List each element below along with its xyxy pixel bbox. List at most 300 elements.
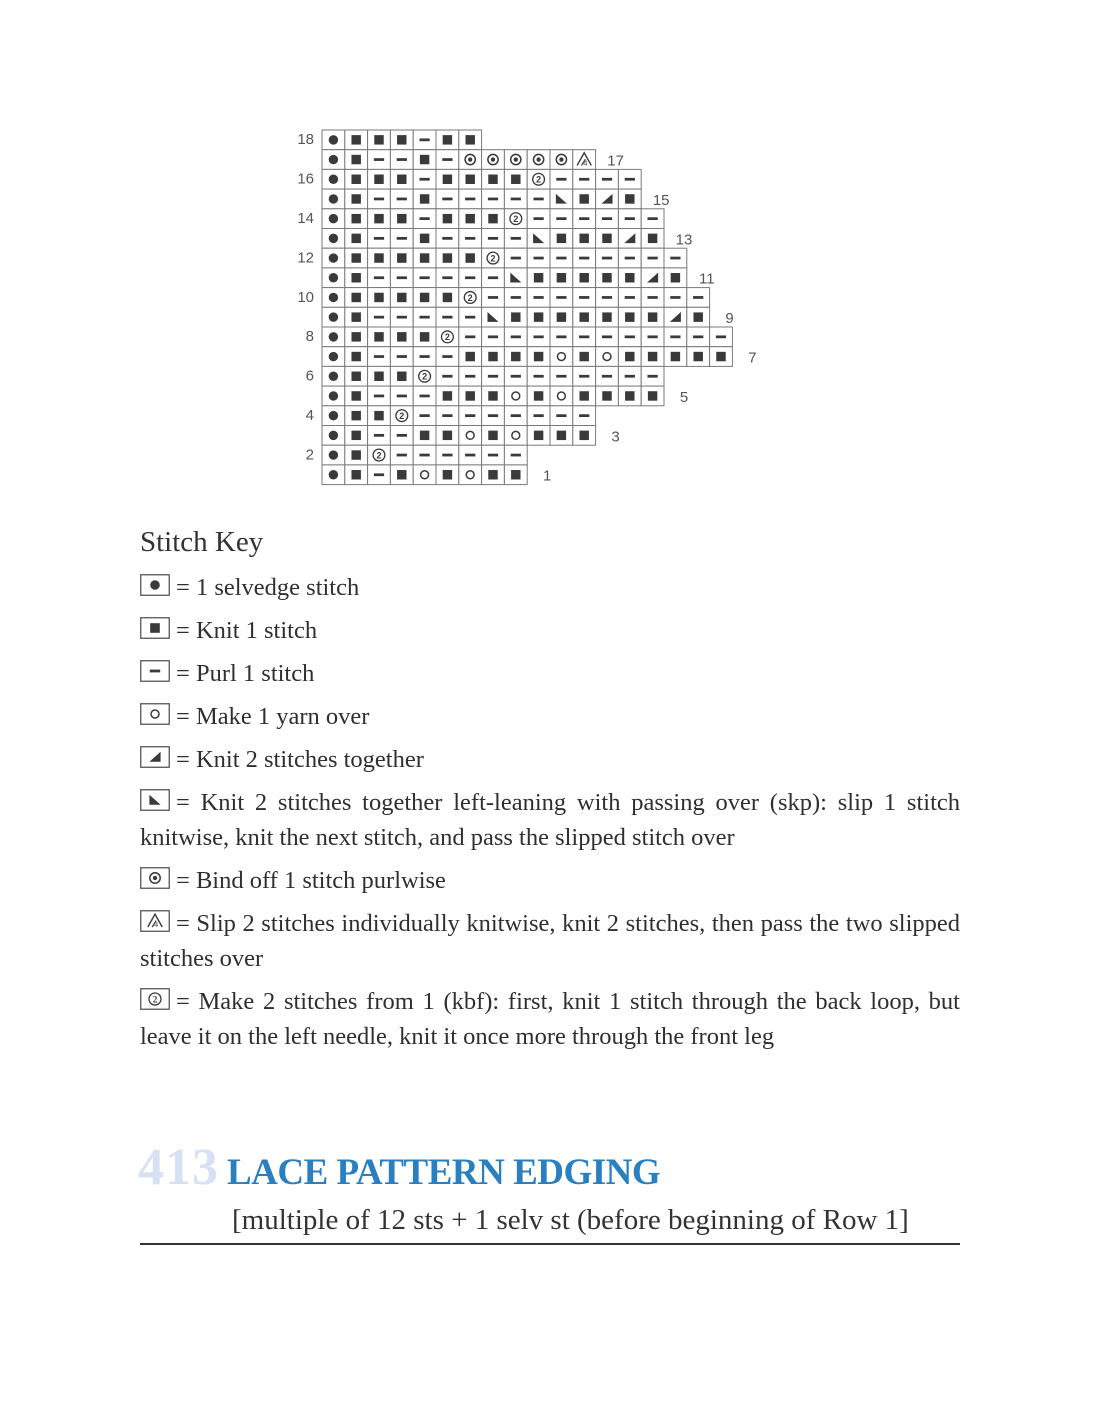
knit-stitch-icon [436,386,459,406]
purl-stitch-icon [482,366,505,386]
chart-row-9 [322,307,710,327]
knit-stitch-icon [550,426,573,446]
knit-stitch-icon [573,189,596,209]
yarn-over-icon [550,347,573,367]
knit-stitch-icon [140,617,170,639]
purl-stitch-icon [527,189,550,209]
knit-stitch-icon [482,347,505,367]
chart-row-2 [322,445,527,465]
purl-stitch-icon [596,327,619,347]
selvedge-stitch-icon [322,445,345,465]
yarn-over-icon [413,465,436,485]
knit-2-together-icon [664,307,687,327]
knit-stitch-icon [710,347,733,367]
knit-stitch-icon [436,169,459,189]
stitch-key-item [140,613,960,648]
make-2-from-1-icon [482,248,505,268]
knit-stitch-icon [368,169,391,189]
purl-stitch-icon [550,366,573,386]
purl-stitch-icon [527,327,550,347]
purl-stitch-icon [641,327,664,347]
purl-stitch-icon [527,209,550,229]
bind-off-purlwise-icon [504,150,527,170]
stitch-key-item [140,785,960,855]
knit-stitch-icon [368,248,391,268]
svg-text:2: 2 [490,253,496,264]
knit-stitch-icon [390,327,413,347]
knit-2-together-icon [140,746,170,768]
purl-stitch-icon [618,366,641,386]
stitch-key-text: = Bind off 1 stitch purlwise [176,867,446,894]
knit-stitch-icon [482,209,505,229]
knit-stitch-icon [345,169,368,189]
purl-stitch-icon [368,307,391,327]
selvedge-stitch-icon [322,229,345,249]
knit-stitch-icon [527,268,550,288]
knit-stitch-icon [436,130,459,150]
purl-stitch-icon [482,189,505,209]
purl-stitch-icon [527,366,550,386]
purl-stitch-icon [550,248,573,268]
knit-stitch-icon [527,426,550,446]
purl-stitch-icon [459,229,482,249]
purl-stitch-icon [504,189,527,209]
purl-stitch-icon [618,169,641,189]
yarn-over-icon [459,426,482,446]
chart-row-1 [322,465,527,485]
knit-stitch-icon [390,465,413,485]
knit-stitch-icon [618,307,641,327]
stitch-key-item [140,863,960,898]
chart-row-6 [322,366,664,386]
knit-stitch-icon [413,248,436,268]
selvedge-stitch-icon [322,307,345,327]
selvedge-stitch-icon [322,248,345,268]
svg-text:2: 2 [444,332,450,343]
knit-stitch-icon [527,347,550,367]
knit-stitch-icon [345,229,368,249]
knit-stitch-icon [573,268,596,288]
yarn-over-icon [550,386,573,406]
selvedge-stitch-icon [322,150,345,170]
chart-row-4 [322,406,596,426]
selvedge-stitch-icon [322,189,345,209]
purl-stitch-icon [550,288,573,308]
purl-stitch-icon [436,406,459,426]
purl-stitch-icon [368,426,391,446]
skp-icon [140,789,170,811]
chart-row-12 [322,248,687,268]
section-number: 413 [138,1139,219,1196]
knit-stitch-icon [368,327,391,347]
row-label-right: 3 [611,428,620,446]
selvedge-stitch-icon [322,268,345,288]
purl-stitch-icon [368,347,391,367]
knit-stitch-icon [618,386,641,406]
knit-stitch-icon [368,209,391,229]
section-divider [140,1243,960,1245]
yarn-over-icon [504,386,527,406]
knit-stitch-icon [413,288,436,308]
knit-stitch-icon [345,465,368,485]
purl-stitch-icon [641,248,664,268]
knit-stitch-icon [573,386,596,406]
stitch-key-text: = Make 1 yarn over [176,703,370,730]
knit-stitch-icon [436,288,459,308]
section-title: LACE PATTERN EDGING [227,1152,661,1193]
purl-stitch-icon [527,288,550,308]
purl-stitch-icon [482,327,505,347]
purl-stitch-icon [436,366,459,386]
knit-stitch-icon [482,426,505,446]
selvedge-stitch-icon [322,366,345,386]
purl-stitch-icon [618,248,641,268]
skp-icon [504,268,527,288]
purl-stitch-icon [596,248,619,268]
selvedge-stitch-icon [322,465,345,485]
knit-stitch-icon [459,130,482,150]
row-label-left: 16 [297,170,314,188]
purl-stitch-icon [504,248,527,268]
slip-2-knit-2-pass-over-icon [140,910,170,932]
knit-stitch-icon [596,229,619,249]
purl-stitch-icon [413,307,436,327]
row-label-right: 15 [652,191,670,209]
purl-stitch-icon [573,366,596,386]
knit-stitch-icon [504,347,527,367]
purl-stitch-icon [390,150,413,170]
stitch-key-title: Stitch Key [140,526,264,558]
knit-stitch-icon [368,366,391,386]
purl-stitch-icon [368,229,391,249]
purl-stitch-icon [504,288,527,308]
knit-stitch-icon [368,288,391,308]
chart-row-11 [322,268,687,288]
knit-stitch-icon [413,150,436,170]
knit-stitch-icon [345,288,368,308]
yarn-over-icon [140,703,170,725]
purl-stitch-icon [413,406,436,426]
svg-text:2: 2 [376,450,382,461]
purl-stitch-icon [413,347,436,367]
purl-stitch-icon [390,268,413,288]
purl-stitch-icon [687,288,710,308]
purl-stitch-icon [390,229,413,249]
row-label-left: 4 [305,406,314,424]
chart-row-15 [322,189,641,209]
selvedge-stitch-icon [322,386,345,406]
skp-icon [550,189,573,209]
chart-row-14 [322,209,664,229]
knit-stitch-icon [596,307,619,327]
row-label-right: 13 [675,231,693,249]
purl-stitch-icon [390,189,413,209]
chart-row-5 [322,386,664,406]
row-label-right: 9 [725,310,734,328]
knit-stitch-icon [618,189,641,209]
make-2-from-1-icon [140,988,170,1010]
knit-stitch-icon [596,268,619,288]
knit-stitch-icon [345,307,368,327]
purl-stitch-icon [641,209,664,229]
bind-off-purlwise-icon [550,150,573,170]
knit-stitch-icon [550,307,573,327]
bind-off-purlwise-icon [140,867,170,889]
skp-icon [482,307,505,327]
knit-stitch-icon [459,347,482,367]
make-2-from-1-icon [368,445,391,465]
row-label-left: 14 [297,209,314,227]
purl-stitch-icon [573,406,596,426]
purl-stitch-icon [573,169,596,189]
purl-stitch-icon [459,189,482,209]
purl-stitch-icon [368,189,391,209]
row-label-right: 7 [748,349,757,367]
knit-stitch-icon [345,209,368,229]
selvedge-stitch-icon [322,406,345,426]
knit-stitch-icon [618,347,641,367]
purl-stitch-icon [436,229,459,249]
bind-off-purlwise-icon [482,150,505,170]
knit-stitch-icon [504,465,527,485]
knit-stitch-icon [345,327,368,347]
purl-stitch-icon [482,268,505,288]
purl-stitch-icon [368,150,391,170]
knit-stitch-icon [345,130,368,150]
purl-stitch-icon [664,327,687,347]
purl-stitch-icon [390,307,413,327]
purl-stitch-icon [459,268,482,288]
purl-stitch-icon [413,268,436,288]
selvedge-stitch-icon [322,327,345,347]
svg-text:2: 2 [467,292,473,303]
selvedge-stitch-icon [322,209,345,229]
purl-stitch-icon [618,209,641,229]
knit-stitch-icon [641,229,664,249]
row-label-left: 12 [297,249,314,267]
purl-stitch-icon [504,229,527,249]
stitch-key-item [140,570,960,605]
selvedge-stitch-icon [322,426,345,446]
purl-stitch-icon [436,150,459,170]
knit-stitch-icon [641,307,664,327]
knit-stitch-icon [345,150,368,170]
purl-stitch-icon [482,406,505,426]
knit-stitch-icon [390,169,413,189]
chart-row-17 [322,150,596,170]
stitch-key-item [140,742,960,777]
purl-stitch-icon [618,327,641,347]
knit-2-together-icon [596,189,619,209]
purl-stitch-icon [390,386,413,406]
purl-stitch-icon [413,445,436,465]
make-2-from-1-icon [504,209,527,229]
knit-stitch-icon [345,445,368,465]
yarn-over-icon [504,426,527,446]
svg-text:2: 2 [152,994,158,1005]
knit-stitch-icon [573,347,596,367]
knit-stitch-icon [345,386,368,406]
purl-stitch-icon [368,386,391,406]
knit-stitch-icon [390,288,413,308]
knit-stitch-icon [368,406,391,426]
purl-stitch-icon [596,169,619,189]
knit-stitch-icon [345,189,368,209]
chart-row-7 [322,347,732,367]
purl-stitch-icon [459,366,482,386]
selvedge-stitch-icon [322,130,345,150]
knit-stitch-icon [345,347,368,367]
stitch-key-text: = Purl 1 stitch [176,660,315,687]
purl-stitch-icon [504,445,527,465]
knit-stitch-icon [436,248,459,268]
knit-stitch-icon [527,307,550,327]
knit-stitch-icon [618,268,641,288]
make-2-from-1-icon [527,169,550,189]
svg-text:2: 2 [422,371,428,382]
knit-2-together-icon [618,229,641,249]
knit-stitch-icon [390,248,413,268]
knit-stitch-icon [573,307,596,327]
purl-stitch-icon [504,406,527,426]
purl-stitch-icon [596,209,619,229]
knit-stitch-icon [504,169,527,189]
knit-stitch-icon [413,189,436,209]
knit-stitch-icon [436,209,459,229]
row-label-left: 10 [297,288,314,306]
bind-off-purlwise-icon [527,150,550,170]
row-label-right: 17 [607,152,624,170]
purl-stitch-icon [641,288,664,308]
purl-stitch-icon [687,327,710,347]
purl-stitch-icon [573,248,596,268]
purl-stitch-icon [664,248,687,268]
knit-stitch-icon [390,130,413,150]
knit-stitch-icon [664,268,687,288]
knit-stitch-icon [436,426,459,446]
purl-stitch-icon [459,307,482,327]
knit-stitch-icon [345,248,368,268]
chart-row-13 [322,229,664,249]
svg-text:2: 2 [399,410,405,421]
selvedge-stitch-icon [322,288,345,308]
knit-stitch-icon [687,347,710,367]
purl-stitch-icon [596,288,619,308]
yarn-over-icon [596,347,619,367]
make-2-from-1-icon [459,288,482,308]
purl-stitch-icon [618,288,641,308]
row-label-left: 8 [305,328,314,346]
knit-stitch-icon [504,307,527,327]
knit-stitch-icon [527,386,550,406]
purl-stitch-icon [413,169,436,189]
knit-stitch-icon [482,169,505,189]
knit-2-together-icon [641,268,664,288]
make-2-from-1-icon [436,327,459,347]
purl-stitch-icon [390,426,413,446]
selvedge-stitch-icon [322,347,345,367]
purl-stitch-icon [527,406,550,426]
knit-stitch-icon [482,465,505,485]
row-label-right: 11 [699,270,715,288]
purl-stitch-icon [550,169,573,189]
knit-stitch-icon [413,426,436,446]
purl-stitch-icon [573,288,596,308]
purl-stitch-icon [413,130,436,150]
section-subtitle: [multiple of 12 sts + 1 selv st (before beginning of Row 1] [232,1204,909,1236]
make-2-from-1-icon [390,406,413,426]
purl-stitch-icon [550,209,573,229]
purl-stitch-icon [436,268,459,288]
svg-text:4: 4 [154,920,159,929]
purl-stitch-icon [459,406,482,426]
row-label-right: 1 [543,467,552,485]
bind-off-purlwise-icon [459,150,482,170]
knit-stitch-icon [664,347,687,367]
knit-stitch-icon [550,268,573,288]
purl-stitch-icon [390,347,413,367]
stitch-key-item [140,984,960,1054]
knit-stitch-icon [459,386,482,406]
stitch-key-text: = Knit 2 stitches together left-leaning with passing over (skp): slip 1 stitch knitwise, knit the next stitch, and pass the slipped stitch over [140,789,960,851]
knit-stitch-icon [413,229,436,249]
purl-stitch-icon [710,327,733,347]
purl-stitch-icon [140,660,170,682]
stitch-key-text: = Knit 1 stitch [176,617,318,644]
selvedge-stitch-icon [140,574,170,596]
stitch-key-item [140,699,960,734]
svg-text:2: 2 [513,213,519,224]
knit-stitch-icon [641,386,664,406]
purl-stitch-icon [436,307,459,327]
yarn-over-icon [459,465,482,485]
purl-stitch-icon [482,288,505,308]
purl-stitch-icon [368,268,391,288]
knit-stitch-icon [482,386,505,406]
knit-stitch-icon [687,307,710,327]
knit-stitch-icon [550,229,573,249]
row-label-left: 18 [297,131,314,149]
stitch-key-text: = Knit 2 stitches together [176,746,424,773]
purl-stitch-icon [504,327,527,347]
knit-stitch-icon [345,366,368,386]
purl-stitch-icon [504,366,527,386]
purl-stitch-icon [459,327,482,347]
purl-stitch-icon [390,445,413,465]
row-label-left: 2 [305,446,314,464]
purl-stitch-icon [641,366,664,386]
svg-text:4: 4 [583,158,588,168]
stitch-key-text: = 1 selvedge stitch [176,574,360,601]
knit-stitch-icon [596,386,619,406]
chart-row-10 [322,288,710,308]
chart-row-8 [322,327,732,347]
svg-text:2: 2 [536,174,542,185]
stitch-key-item [140,906,960,976]
purl-stitch-icon [368,465,391,485]
knit-stitch-icon [641,347,664,367]
knit-stitch-icon [345,426,368,446]
stitch-key-text: = Make 2 stitches from 1 (kbf): first, knit 1 stitch through the back loop, but leave it on the left needle, knit it once more through the front leg [140,988,960,1050]
chart-row-3 [322,426,596,446]
purl-stitch-icon [413,386,436,406]
knit-stitch-icon [390,366,413,386]
row-label-right: 5 [679,388,689,406]
knit-stitch-icon [459,248,482,268]
chart-row-16 [322,169,641,189]
purl-stitch-icon [550,406,573,426]
selvedge-stitch-icon [322,169,345,189]
